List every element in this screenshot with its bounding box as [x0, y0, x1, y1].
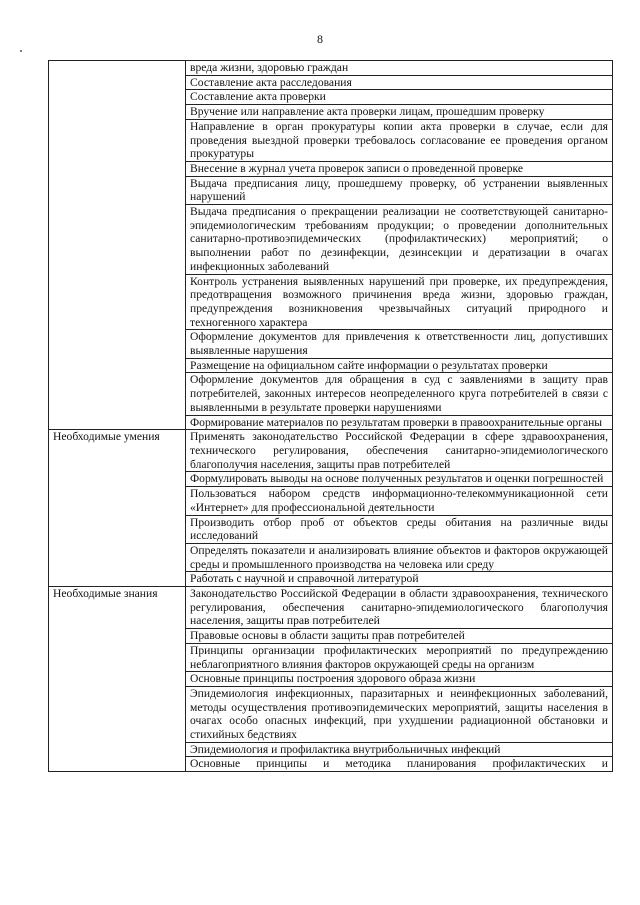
section-label	[49, 61, 186, 430]
table-row	[49, 61, 613, 76]
table-cell: Работать с научной и справочной литературой	[186, 572, 613, 587]
scan-speck	[20, 50, 22, 52]
table-cell: Вручение или направление акта проверки лицам, прошедшим проверку	[186, 105, 613, 120]
table-cell: Оформление документов для привлечения к ответственности лиц, допустивших выявленные нарушения	[186, 330, 613, 358]
table-cell: Выдача предписания о прекращении реализации не соответствующей санитарно-эпидемиологическим требованиям продукции; о проведении дополнительных санитарно-противоэпидемических (профилактических) мероприятий; о выполнении работ по дезинфекции, дезинсекции и дератизации в очагах инфекционных заболеваний	[186, 205, 613, 275]
table-cell: Направление в орган прокуратуры копии акта проверки в случае, если для проведения выездной проверки требовалось согласование ее проведения органом прокуратуры	[186, 119, 613, 161]
section-label: Необходимые знания	[49, 587, 186, 772]
table-cell: вреда жизни, здоровью граждан	[186, 61, 613, 76]
table-row	[49, 430, 613, 472]
table-cell: Формулировать выводы на основе полученных результатов и оценки погрешностей	[186, 472, 613, 487]
table-cell: Пользоваться набором средств информационно-телекоммуникационной сети «Интернет» для профессиональной деятельности	[186, 487, 613, 515]
table-cell: Оформление документов для обращения в суд с заявлениями в защиту прав потребителей, законных интересов неопределенного круга потребителей в связи с выявленными в результате проверки нарушениями	[186, 373, 613, 415]
requirements-table	[48, 60, 613, 772]
table-cell: Основные принципы и методика планирования профилактических и	[186, 757, 613, 772]
table-cell: Эпидемиология инфекционных, паразитарных и неинфекционных заболеваний, методы осуществления противоэпидемических мероприятий, защиты населения в очагах особо опасных инфекций, при ухудшении радиационной обстановки и стихийных бедствиях	[186, 686, 613, 742]
table-cell: Эпидемиология и профилактика внутрибольничных инфекций	[186, 742, 613, 757]
table-cell: Формирование материалов по результатам проверки в правоохранительные органы	[186, 415, 613, 430]
table-cell: Применять законодательство Российской Федерации в сфере здравоохранения, технического регулирования, обеспечения санитарно-эпидемиологического благополучия населения, защиты прав потребителей	[186, 430, 613, 472]
page-number: 8	[317, 32, 323, 46]
table-cell: Внесение в журнал учета проверок записи о проведенной проверке	[186, 161, 613, 176]
section-label: Необходимые умения	[49, 430, 186, 587]
table-row	[49, 587, 613, 629]
table-cell: Принципы организации профилактических мероприятий по предупреждению неблагоприятного влияния факторов окружающей среды на организм	[186, 643, 613, 671]
table-cell: Контроль устранения выявленных нарушений при проверке, их предупреждения, предотвращения возможного причинения вреда жизни, здоровью граждан, предупреждения возникновения чрезвычайных ситуаций природного и техногенного характера	[186, 274, 613, 330]
table-cell: Составление акта проверки	[186, 90, 613, 105]
table-cell: Определять показатели и анализировать влияние объектов и факторов окружающей среды и промышленного производства на человека или среду	[186, 543, 613, 571]
table-cell: Основные принципы построения здорового образа жизни	[186, 672, 613, 687]
table-cell: Выдача предписания лицу, прошедшему проверку, об устранении выявленных нарушений	[186, 176, 613, 204]
table-cell: Законодательство Российской Федерации в области здравоохранения, технического регулирования, обеспечения санитарно-эпидемиологического благополучия населения, защиты прав потребителей	[186, 587, 613, 629]
table-cell: Правовые основы в области защиты прав потребителей	[186, 629, 613, 644]
table-cell: Размещение на официальном сайте информации о результатах проверки	[186, 358, 613, 373]
table-cell: Составление акта расследования	[186, 75, 613, 90]
table-cell: Производить отбор проб от объектов среды обитания на различные виды исследований	[186, 515, 613, 543]
